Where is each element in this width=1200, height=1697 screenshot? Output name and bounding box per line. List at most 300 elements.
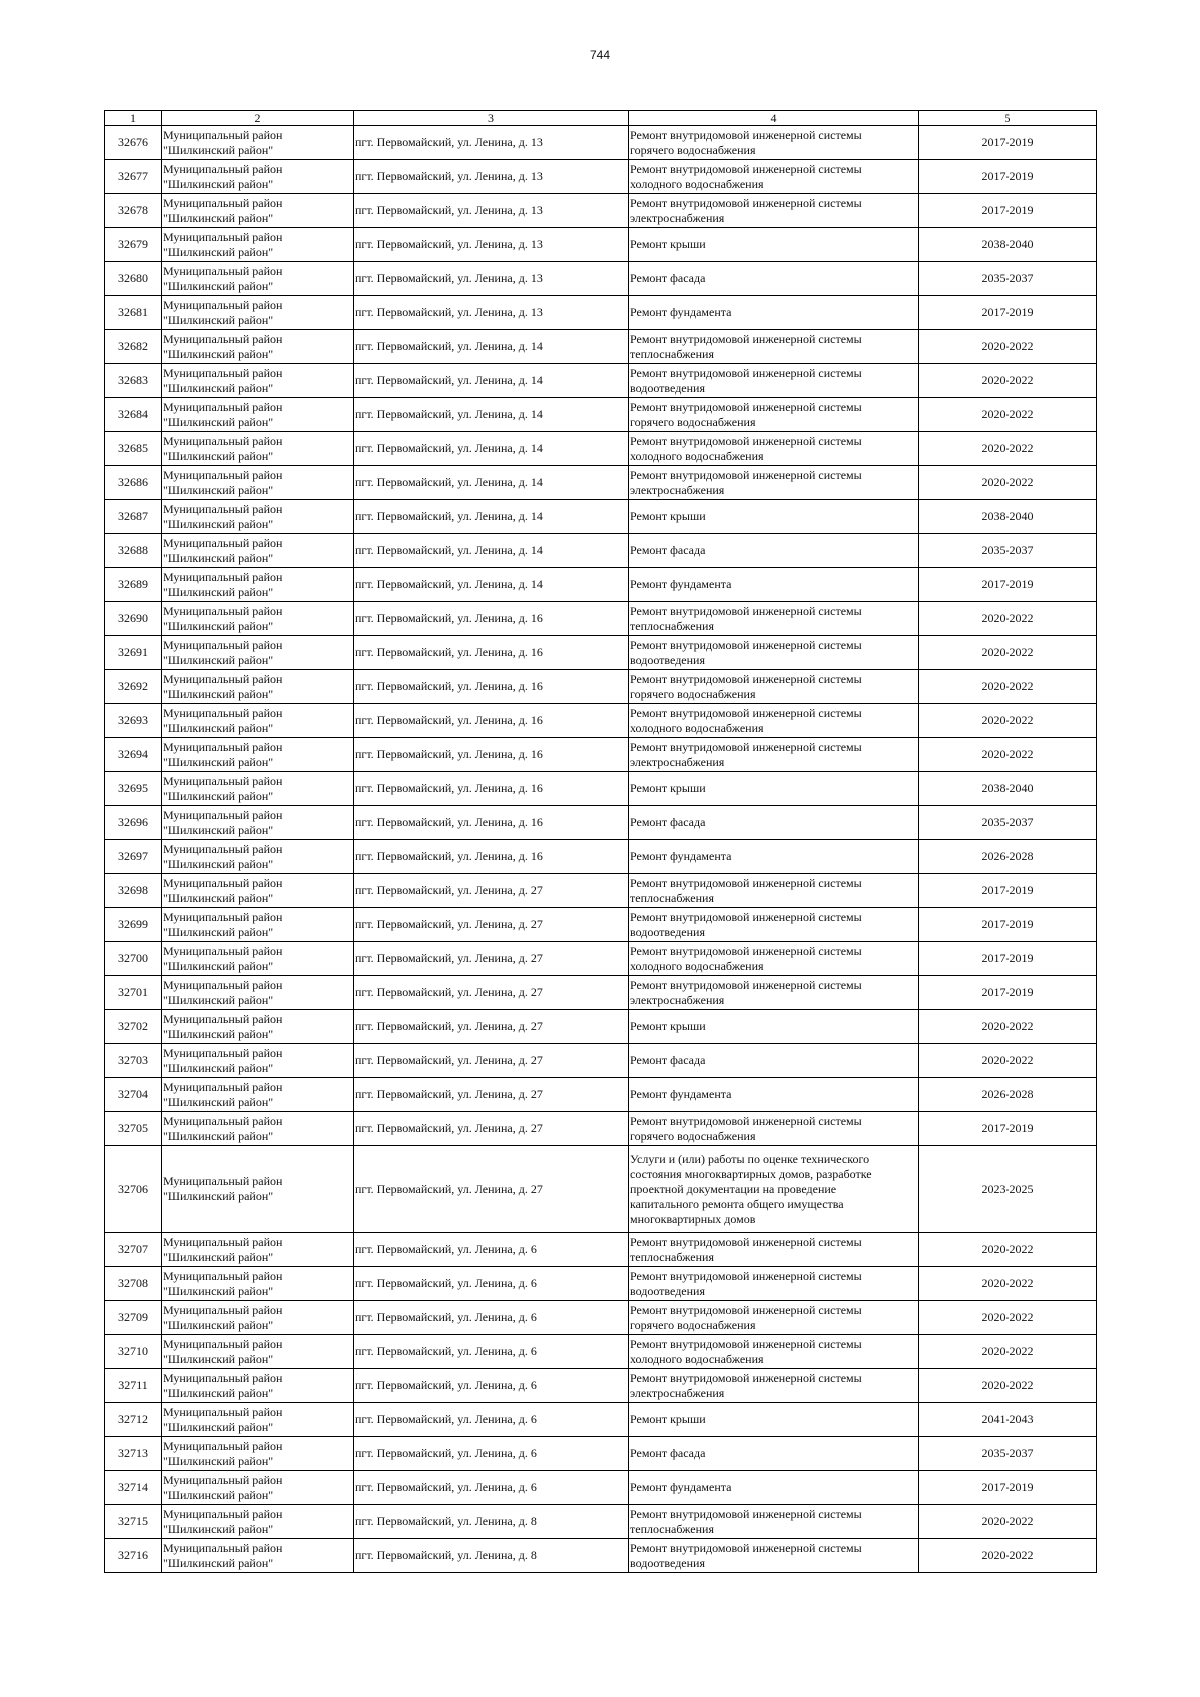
table-row <box>105 806 1097 840</box>
municipality-cell <box>162 568 354 602</box>
municipality-line: "Шилкинский район" <box>163 176 274 191</box>
municipality-line: Муниципальный район <box>163 977 283 992</box>
row-number-cell: 32706 <box>105 1146 162 1233</box>
work-type-cell <box>629 296 919 330</box>
work-type-line: Ремонт внутридомовой инженерной системы <box>630 127 862 142</box>
table-row <box>105 1335 1097 1369</box>
municipality-line: Муниципальный район <box>163 1438 283 1453</box>
work-type-line: электроснабжения <box>630 210 725 225</box>
work-type-line: Ремонт крыши <box>630 1412 706 1426</box>
municipality-line: "Шилкинский район" <box>163 924 274 939</box>
period-cell: 2035-2037 <box>919 262 1097 296</box>
address-cell: пгт. Первомайский, ул. Ленина, д. 14 <box>354 568 629 602</box>
municipality-cell <box>162 1437 354 1471</box>
municipality-cell <box>162 1010 354 1044</box>
work-type-line: Ремонт внутридомовой инженерной системы <box>630 1113 862 1128</box>
work-type-line: Ремонт внутридомовой инженерной системы <box>630 195 862 210</box>
period-cell: 2038-2040 <box>919 500 1097 534</box>
address-cell: пгт. Первомайский, ул. Ленина, д. 16 <box>354 738 629 772</box>
municipality-line: "Шилкинский район" <box>163 1026 274 1041</box>
address-cell: пгт. Первомайский, ул. Ленина, д. 14 <box>354 398 629 432</box>
period-cell: 2017-2019 <box>919 1112 1097 1146</box>
address-cell: пгт. Первомайский, ул. Ленина, д. 14 <box>354 534 629 568</box>
period-cell: 2035-2037 <box>919 1437 1097 1471</box>
municipality-line: "Шилкинский район" <box>163 822 274 837</box>
municipality-line: Муниципальный район <box>163 909 283 924</box>
work-type-line: проектной документации на проведение <box>630 1181 837 1196</box>
municipality-line: Муниципальный район <box>163 1302 283 1317</box>
municipality-line: Муниципальный район <box>163 365 283 380</box>
municipality-line: "Шилкинский район" <box>163 1094 274 1109</box>
municipality-line: Муниципальный район <box>163 1336 283 1351</box>
work-type-line: Ремонт внутридомовой инженерной системы <box>630 1336 862 1351</box>
address-cell: пгт. Первомайский, ул. Ленина, д. 8 <box>354 1539 629 1573</box>
municipality-line: "Шилкинский район" <box>163 380 274 395</box>
period-cell: 2017-2019 <box>919 908 1097 942</box>
work-type-cell <box>629 874 919 908</box>
municipality-line: Муниципальный район <box>163 229 283 244</box>
row-number-cell: 32691 <box>105 636 162 670</box>
work-type-line: Ремонт крыши <box>630 509 706 523</box>
municipality-line: Муниципальный район <box>163 671 283 686</box>
municipality-line: "Шилкинский район" <box>163 1317 274 1332</box>
table-row <box>105 398 1097 432</box>
work-type-cell <box>629 262 919 296</box>
table-row <box>105 534 1097 568</box>
municipality-line: Муниципальный район <box>163 569 283 584</box>
work-type-line: Ремонт внутридомовой инженерной системы <box>630 331 862 346</box>
table-row <box>105 738 1097 772</box>
row-number-cell: 32686 <box>105 466 162 500</box>
work-type-line: Ремонт фасада <box>630 543 706 557</box>
table-row <box>105 1010 1097 1044</box>
work-type-cell <box>629 330 919 364</box>
address-cell: пгт. Первомайский, ул. Ленина, д. 6 <box>354 1233 629 1267</box>
municipality-line: Муниципальный район <box>163 807 283 822</box>
column-header-2: 2 <box>162 111 354 126</box>
table-row <box>105 262 1097 296</box>
row-number-cell: 32677 <box>105 160 162 194</box>
municipality-cell <box>162 1335 354 1369</box>
work-type-line: капитального ремонта общего имущества <box>630 1196 844 1211</box>
municipality-cell <box>162 636 354 670</box>
work-type-line: электроснабжения <box>630 482 725 497</box>
municipality-cell <box>162 738 354 772</box>
work-type-line: теплоснабжения <box>630 618 714 633</box>
municipality-line: "Шилкинский район" <box>163 1487 274 1502</box>
municipality-cell <box>162 908 354 942</box>
row-number-cell: 32682 <box>105 330 162 364</box>
work-type-line: Ремонт внутридомовой инженерной системы <box>630 637 862 652</box>
municipality-line: "Шилкинский район" <box>163 584 274 599</box>
municipality-line: "Шилкинский район" <box>163 482 274 497</box>
work-type-line: Ремонт внутридомовой инженерной системы <box>630 739 862 754</box>
table-row <box>105 1403 1097 1437</box>
table-row <box>105 1539 1097 1573</box>
period-cell: 2020-2022 <box>919 466 1097 500</box>
table-row <box>105 602 1097 636</box>
row-number-cell: 32676 <box>105 126 162 160</box>
municipality-cell <box>162 262 354 296</box>
municipality-line: "Шилкинский район" <box>163 1555 274 1570</box>
municipality-line: "Шилкинский район" <box>163 1060 274 1075</box>
municipality-line: "Шилкинский район" <box>163 142 274 157</box>
municipality-line: "Шилкинский район" <box>163 278 274 293</box>
period-cell: 2038-2040 <box>919 228 1097 262</box>
municipality-cell <box>162 500 354 534</box>
work-type-line: холодного водоснабжения <box>630 958 764 973</box>
municipality-line: "Шилкинский район" <box>163 1385 274 1400</box>
municipality-line: Муниципальный район <box>163 127 283 142</box>
municipality-line: "Шилкинский район" <box>163 1283 274 1298</box>
municipality-line: "Шилкинский район" <box>163 754 274 769</box>
work-type-cell <box>629 1267 919 1301</box>
period-cell: 2020-2022 <box>919 1301 1097 1335</box>
work-type-cell <box>629 1369 919 1403</box>
work-type-line: Ремонт внутридомовой инженерной системы <box>630 1302 862 1317</box>
work-type-line: Ремонт внутридомовой инженерной системы <box>630 875 862 890</box>
table-row <box>105 772 1097 806</box>
municipality-line: Муниципальный район <box>163 1540 283 1555</box>
row-number-cell: 32680 <box>105 262 162 296</box>
address-cell: пгт. Первомайский, ул. Ленина, д. 16 <box>354 704 629 738</box>
address-cell: пгт. Первомайский, ул. Ленина, д. 27 <box>354 1078 629 1112</box>
period-cell: 2023-2025 <box>919 1146 1097 1233</box>
table-row <box>105 636 1097 670</box>
address-cell: пгт. Первомайский, ул. Ленина, д. 27 <box>354 1112 629 1146</box>
address-cell: пгт. Первомайский, ул. Ленина, д. 27 <box>354 1010 629 1044</box>
work-type-cell <box>629 126 919 160</box>
row-number-cell: 32679 <box>105 228 162 262</box>
work-type-line: водоотведения <box>630 1555 705 1570</box>
row-number-cell: 32696 <box>105 806 162 840</box>
period-cell: 2026-2028 <box>919 840 1097 874</box>
municipality-line: "Шилкинский район" <box>163 448 274 463</box>
work-type-cell <box>629 942 919 976</box>
work-type-cell <box>629 1146 919 1233</box>
work-type-line: горячего водоснабжения <box>630 142 756 157</box>
row-number-cell: 32683 <box>105 364 162 398</box>
work-type-line: Ремонт крыши <box>630 1019 706 1033</box>
address-cell: пгт. Первомайский, ул. Ленина, д. 27 <box>354 874 629 908</box>
work-type-cell <box>629 1539 919 1573</box>
work-type-line: Ремонт крыши <box>630 781 706 795</box>
municipality-cell <box>162 1403 354 1437</box>
work-type-cell <box>629 432 919 466</box>
work-type-line: Ремонт крыши <box>630 237 706 251</box>
work-type-cell <box>629 636 919 670</box>
municipality-line: Муниципальный район <box>163 399 283 414</box>
municipality-line: "Шилкинский район" <box>163 618 274 633</box>
address-cell: пгт. Первомайский, ул. Ленина, д. 8 <box>354 1505 629 1539</box>
municipality-line: Муниципальный район <box>163 1268 283 1283</box>
period-cell: 2035-2037 <box>919 534 1097 568</box>
municipality-line: Муниципальный район <box>163 1174 283 1188</box>
row-number-cell: 32711 <box>105 1369 162 1403</box>
table-row <box>105 500 1097 534</box>
municipality-line: Муниципальный район <box>163 501 283 516</box>
municipality-cell <box>162 772 354 806</box>
address-cell: пгт. Первомайский, ул. Ленина, д. 14 <box>354 330 629 364</box>
work-type-line: горячего водоснабжения <box>630 686 756 701</box>
municipality-line: "Шилкинский район" <box>163 244 274 259</box>
municipality-line: "Шилкинский район" <box>163 890 274 905</box>
table-row <box>105 908 1097 942</box>
municipality-cell <box>162 874 354 908</box>
work-type-cell <box>629 704 919 738</box>
address-cell: пгт. Первомайский, ул. Ленина, д. 16 <box>354 636 629 670</box>
address-cell: пгт. Первомайский, ул. Ленина, д. 13 <box>354 126 629 160</box>
table-row <box>105 568 1097 602</box>
municipality-cell <box>162 228 354 262</box>
address-cell: пгт. Первомайский, ул. Ленина, д. 6 <box>354 1403 629 1437</box>
period-cell: 2020-2022 <box>919 1267 1097 1301</box>
period-cell: 2020-2022 <box>919 704 1097 738</box>
row-number-cell: 32697 <box>105 840 162 874</box>
work-type-line: горячего водоснабжения <box>630 414 756 429</box>
address-cell: пгт. Первомайский, ул. Ленина, д. 13 <box>354 194 629 228</box>
row-number-cell: 32700 <box>105 942 162 976</box>
table-row <box>105 1369 1097 1403</box>
work-type-line: Ремонт внутридомовой инженерной системы <box>630 1506 862 1521</box>
work-type-cell <box>629 194 919 228</box>
row-number-cell: 32693 <box>105 704 162 738</box>
period-cell: 2020-2022 <box>919 1233 1097 1267</box>
table-row <box>105 330 1097 364</box>
period-cell: 2020-2022 <box>919 432 1097 466</box>
work-type-line: холодного водоснабжения <box>630 1351 764 1366</box>
period-cell: 2020-2022 <box>919 364 1097 398</box>
address-cell: пгт. Первомайский, ул. Ленина, д. 27 <box>354 1146 629 1233</box>
header-row <box>105 111 1097 126</box>
period-cell: 2017-2019 <box>919 976 1097 1010</box>
municipality-cell <box>162 1539 354 1573</box>
table-row <box>105 1146 1097 1233</box>
municipality-line: Муниципальный район <box>163 1370 283 1385</box>
row-number-cell: 32701 <box>105 976 162 1010</box>
table-row <box>105 1505 1097 1539</box>
period-cell: 2020-2022 <box>919 1369 1097 1403</box>
address-cell: пгт. Первомайский, ул. Ленина, д. 13 <box>354 296 629 330</box>
municipality-line: Муниципальный район <box>163 297 283 312</box>
work-type-line: электроснабжения <box>630 992 725 1007</box>
row-number-cell: 32694 <box>105 738 162 772</box>
table-row <box>105 1471 1097 1505</box>
row-number-cell: 32689 <box>105 568 162 602</box>
municipality-cell <box>162 1505 354 1539</box>
row-number-cell: 32708 <box>105 1267 162 1301</box>
address-cell: пгт. Первомайский, ул. Ленина, д. 13 <box>354 262 629 296</box>
work-type-line: Ремонт фасада <box>630 1446 706 1460</box>
table-row <box>105 840 1097 874</box>
address-cell: пгт. Первомайский, ул. Ленина, д. 16 <box>354 806 629 840</box>
row-number-cell: 32698 <box>105 874 162 908</box>
work-type-line: водоотведения <box>630 924 705 939</box>
municipality-cell <box>162 942 354 976</box>
period-cell: 2020-2022 <box>919 1539 1097 1573</box>
work-type-line: Ремонт фундамента <box>630 577 732 591</box>
period-cell: 2020-2022 <box>919 330 1097 364</box>
work-type-cell <box>629 1335 919 1369</box>
table-row <box>105 194 1097 228</box>
row-number-cell: 32714 <box>105 1471 162 1505</box>
work-type-cell <box>629 1437 919 1471</box>
work-type-line: водоотведения <box>630 380 705 395</box>
row-number-cell: 32681 <box>105 296 162 330</box>
row-number-cell: 32685 <box>105 432 162 466</box>
municipality-cell <box>162 602 354 636</box>
row-number-cell: 32687 <box>105 500 162 534</box>
work-type-cell <box>629 840 919 874</box>
municipality-line: "Шилкинский район" <box>163 992 274 1007</box>
column-header-1: 1 <box>105 111 162 126</box>
row-number-cell: 32709 <box>105 1301 162 1335</box>
work-type-cell <box>629 670 919 704</box>
municipality-cell <box>162 976 354 1010</box>
address-cell: пгт. Первомайский, ул. Ленина, д. 16 <box>354 670 629 704</box>
municipality-line: Муниципальный район <box>163 467 283 482</box>
work-type-line: электроснабжения <box>630 754 725 769</box>
row-number-cell: 32710 <box>105 1335 162 1369</box>
period-cell: 2017-2019 <box>919 160 1097 194</box>
work-type-line: Ремонт фасада <box>630 271 706 285</box>
municipality-cell <box>162 1471 354 1505</box>
work-type-cell <box>629 160 919 194</box>
period-cell: 2038-2040 <box>919 772 1097 806</box>
row-number-cell: 32678 <box>105 194 162 228</box>
municipality-cell <box>162 160 354 194</box>
table-row <box>105 1233 1097 1267</box>
municipality-line: Муниципальный район <box>163 1045 283 1060</box>
period-cell: 2020-2022 <box>919 602 1097 636</box>
work-type-line: теплоснабжения <box>630 1521 714 1536</box>
row-number-cell: 32716 <box>105 1539 162 1573</box>
work-type-line: Ремонт фундамента <box>630 1480 732 1494</box>
municipality-line: Муниципальный район <box>163 1472 283 1487</box>
municipality-line: Муниципальный район <box>163 331 283 346</box>
work-type-line: холодного водоснабжения <box>630 176 764 191</box>
municipality-line: Муниципальный район <box>163 1113 283 1128</box>
table-row <box>105 942 1097 976</box>
municipality-line: "Шилкинский район" <box>163 1521 274 1536</box>
municipality-cell <box>162 1112 354 1146</box>
table-row <box>105 432 1097 466</box>
municipality-cell <box>162 1267 354 1301</box>
work-type-line: многоквартирных домов <box>630 1211 756 1226</box>
work-type-line: состояния многоквартирных домов, разработке <box>630 1166 872 1181</box>
municipality-line: "Шилкинский район" <box>163 856 274 871</box>
column-header-4: 4 <box>629 111 919 126</box>
row-number-cell: 32712 <box>105 1403 162 1437</box>
address-cell: пгт. Первомайский, ул. Ленина, д. 16 <box>354 840 629 874</box>
municipality-line: "Шилкинский район" <box>163 1189 274 1203</box>
municipality-line: Муниципальный район <box>163 841 283 856</box>
row-number-cell: 32690 <box>105 602 162 636</box>
work-type-line: Ремонт фундамента <box>630 1087 732 1101</box>
work-type-line: Ремонт внутридомовой инженерной системы <box>630 909 862 924</box>
municipality-cell <box>162 1044 354 1078</box>
municipality-cell <box>162 534 354 568</box>
work-type-line: Ремонт внутридомовой инженерной системы <box>630 977 862 992</box>
work-type-cell <box>629 1403 919 1437</box>
period-cell: 2020-2022 <box>919 636 1097 670</box>
work-type-cell <box>629 738 919 772</box>
table-row <box>105 874 1097 908</box>
work-type-line: Ремонт внутридомовой инженерной системы <box>630 705 862 720</box>
work-type-line: Ремонт внутридомовой инженерной системы <box>630 467 862 482</box>
municipality-cell <box>162 364 354 398</box>
work-type-line: Услуги и (или) работы по оценке технического <box>630 1151 870 1166</box>
municipality-line: Муниципальный район <box>163 535 283 550</box>
municipality-line: Муниципальный район <box>163 1011 283 1026</box>
municipality-line: "Шилкинский район" <box>163 210 274 225</box>
row-number-cell: 32713 <box>105 1437 162 1471</box>
work-type-line: водоотведения <box>630 652 705 667</box>
work-type-cell <box>629 1301 919 1335</box>
address-cell: пгт. Первомайский, ул. Ленина, д. 27 <box>354 942 629 976</box>
municipality-line: "Шилкинский район" <box>163 652 274 667</box>
municipality-line: "Шилкинский район" <box>163 346 274 361</box>
work-type-line: Ремонт внутридомовой инженерной системы <box>630 365 862 380</box>
work-type-cell <box>629 466 919 500</box>
table-row <box>105 364 1097 398</box>
column-header-3: 3 <box>354 111 629 126</box>
work-type-line: Ремонт внутридомовой инженерной системы <box>630 1234 862 1249</box>
municipality-cell <box>162 126 354 160</box>
municipality-line: "Шилкинский район" <box>163 1453 274 1468</box>
period-cell: 2020-2022 <box>919 1505 1097 1539</box>
municipality-line: "Шилкинский район" <box>163 516 274 531</box>
table-row <box>105 976 1097 1010</box>
period-cell: 2020-2022 <box>919 1335 1097 1369</box>
work-type-line: Ремонт внутридомовой инженерной системы <box>630 1540 862 1555</box>
municipality-line: Муниципальный район <box>163 433 283 448</box>
row-number-cell: 32684 <box>105 398 162 432</box>
period-cell: 2020-2022 <box>919 1044 1097 1078</box>
period-cell: 2026-2028 <box>919 1078 1097 1112</box>
period-cell: 2017-2019 <box>919 194 1097 228</box>
work-type-cell <box>629 806 919 840</box>
table-row <box>105 228 1097 262</box>
work-type-line: Ремонт фундамента <box>630 849 732 863</box>
municipality-line: "Шилкинский район" <box>163 1128 274 1143</box>
municipality-cell <box>162 466 354 500</box>
work-type-cell <box>629 908 919 942</box>
table-row <box>105 1267 1097 1301</box>
municipality-line: Муниципальный район <box>163 1079 283 1094</box>
municipality-line: Муниципальный район <box>163 263 283 278</box>
municipality-cell <box>162 432 354 466</box>
work-type-cell <box>629 1044 919 1078</box>
table-row <box>105 466 1097 500</box>
row-number-cell: 32699 <box>105 908 162 942</box>
work-type-line: Ремонт фундамента <box>630 305 732 319</box>
row-number-cell: 32715 <box>105 1505 162 1539</box>
table-row <box>105 1301 1097 1335</box>
municipality-line: Муниципальный район <box>163 161 283 176</box>
municipality-line: Муниципальный район <box>163 603 283 618</box>
table-row <box>105 296 1097 330</box>
municipality-line: Муниципальный район <box>163 1506 283 1521</box>
address-cell: пгт. Первомайский, ул. Ленина, д. 6 <box>354 1369 629 1403</box>
municipality-line: "Шилкинский район" <box>163 414 274 429</box>
municipality-cell <box>162 1233 354 1267</box>
municipality-line: Муниципальный район <box>163 1234 283 1249</box>
work-type-cell <box>629 1010 919 1044</box>
period-cell: 2017-2019 <box>919 942 1097 976</box>
address-cell: пгт. Первомайский, ул. Ленина, д. 16 <box>354 602 629 636</box>
work-type-line: Ремонт внутридомовой инженерной системы <box>630 943 862 958</box>
